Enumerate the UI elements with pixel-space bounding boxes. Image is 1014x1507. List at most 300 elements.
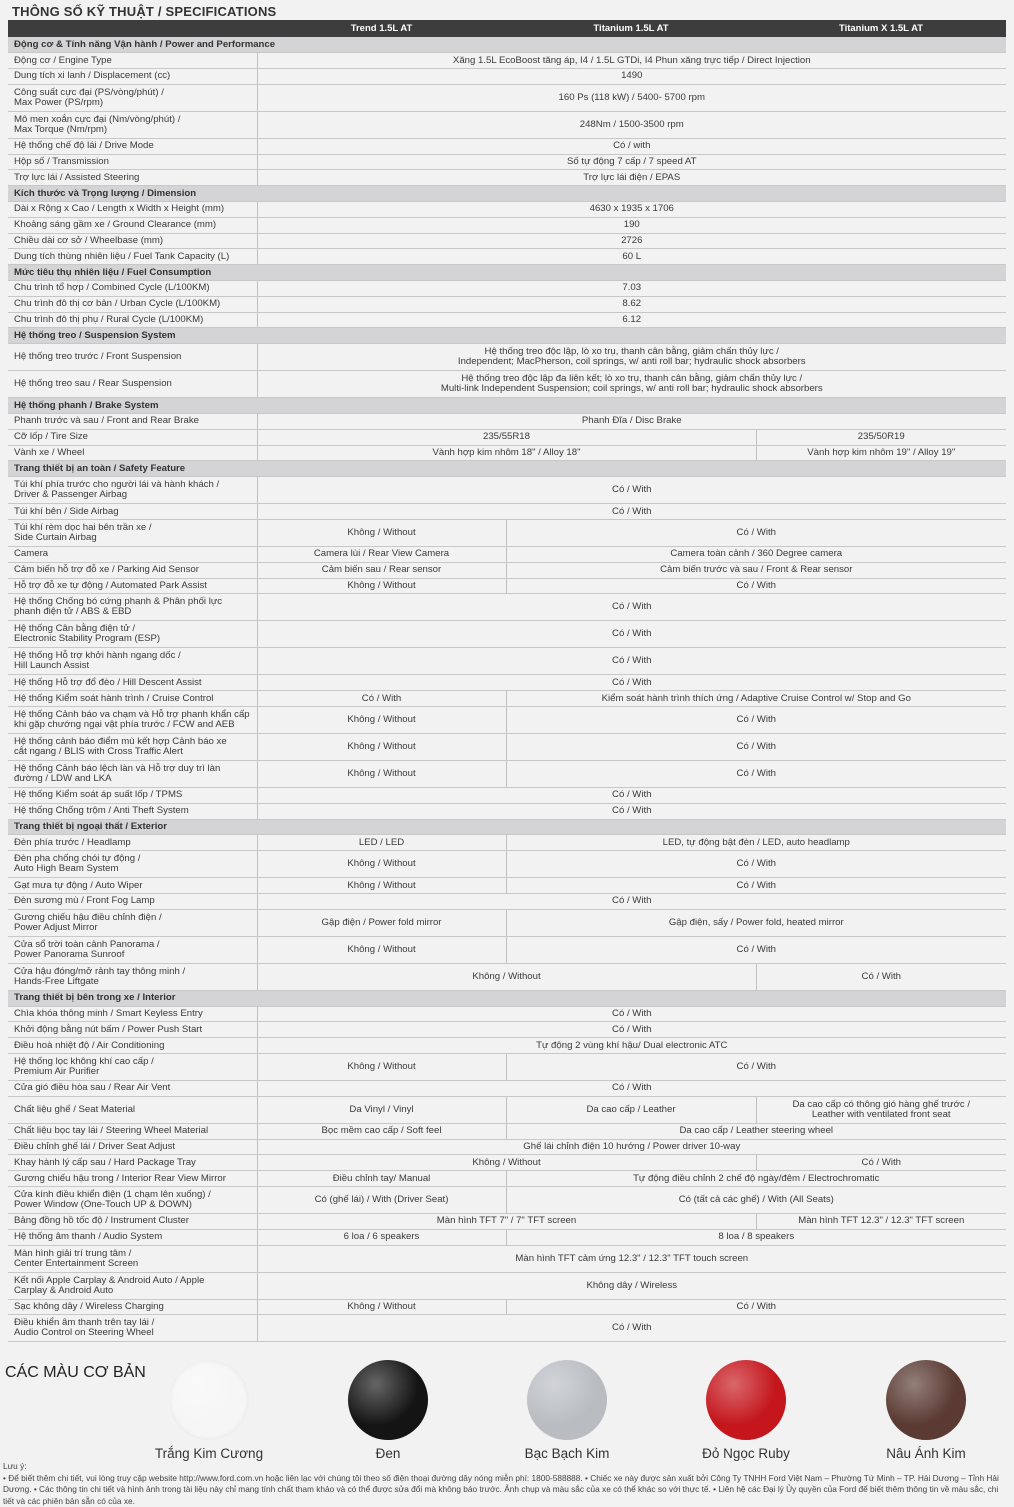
spec-value: 6.12 bbox=[257, 312, 1006, 328]
spec-label-text: Đèn pha chống chói tự động / Auto High Beam System bbox=[14, 854, 254, 874]
spec-label bbox=[8, 1139, 257, 1155]
spec-row bbox=[8, 788, 1006, 804]
spec-value: Có (tất cả các ghế) / With (All Seats) bbox=[506, 1186, 1006, 1213]
spec-row bbox=[8, 761, 1006, 788]
spec-row bbox=[8, 138, 1006, 154]
color-swatch-black bbox=[348, 1360, 428, 1440]
spec-label bbox=[8, 296, 257, 312]
specifications-table bbox=[8, 37, 1006, 1342]
spec-value: Có / With bbox=[257, 894, 1006, 910]
spec-label-text: Sạc không dây / Wireless Charging bbox=[14, 1302, 254, 1312]
color-swatch-red bbox=[706, 1360, 786, 1440]
spec-value: Không / Without bbox=[257, 578, 506, 594]
spec-row bbox=[8, 648, 1006, 675]
spec-label-text: Gương chiếu hậu trong / Interior Rear View Mirror bbox=[14, 1174, 254, 1184]
spec-row bbox=[8, 936, 1006, 963]
spec-row bbox=[8, 1315, 1006, 1342]
spec-row bbox=[8, 1038, 1006, 1054]
spec-label-text: Hệ thống âm thanh / Audio System bbox=[14, 1232, 254, 1242]
section-header bbox=[8, 37, 1006, 53]
spec-label-text: Đèn sương mù / Front Fog Lamp bbox=[14, 896, 254, 906]
spec-label-text: Bảng đồng hồ tốc độ / Instrument Cluster bbox=[14, 1216, 254, 1226]
spec-label bbox=[8, 788, 257, 804]
spec-label bbox=[8, 936, 257, 963]
spec-row bbox=[8, 734, 1006, 761]
spec-label-text: Hệ thống Chống trộm / Anti Theft System bbox=[14, 806, 254, 816]
spec-value: Có (ghế lái) / With (Driver Seat) bbox=[257, 1186, 506, 1213]
spec-label bbox=[8, 1299, 257, 1315]
spec-label bbox=[8, 429, 257, 445]
section-title: Mức tiêu thụ nhiên liệu / Fuel Consumption bbox=[8, 265, 1006, 281]
spec-row bbox=[8, 249, 1006, 265]
spec-label bbox=[8, 477, 257, 504]
spec-value: 2726 bbox=[257, 233, 1006, 249]
spec-row bbox=[8, 520, 1006, 547]
spec-value: 235/55R18 bbox=[257, 429, 756, 445]
spec-label bbox=[8, 520, 257, 547]
spec-label-text: Hộp số / Transmission bbox=[14, 157, 254, 167]
spec-label bbox=[8, 138, 257, 154]
spec-value: Hệ thống treo độc lập đa liên kết; lò xo trụ, thanh cân bằng, giảm chấn thủy lực / Multi-link Independent Suspension; coil springs, w/ anti roll bar; hydraulic shock absorbers bbox=[257, 371, 1006, 398]
section-header bbox=[8, 328, 1006, 344]
spec-value: Không / Without bbox=[257, 851, 506, 878]
spec-label-text: Chu trình đô thị phụ / Rural Cycle (L/100KM) bbox=[14, 315, 254, 325]
spec-value: Có / With bbox=[506, 520, 1006, 547]
spec-value: Bọc mềm cao cấp / Soft feel bbox=[257, 1123, 506, 1139]
page-title: THÔNG SỐ KỸ THUẬT / SPECIFICATIONS bbox=[12, 4, 276, 19]
spec-row bbox=[8, 1006, 1006, 1022]
spec-label bbox=[8, 84, 257, 111]
spec-label-text: Khởi động bằng nút bấm / Power Push Start bbox=[14, 1025, 254, 1035]
spec-value: Có / With bbox=[506, 1053, 1006, 1080]
spec-row bbox=[8, 1155, 1006, 1171]
footnotes bbox=[3, 1461, 1011, 1507]
spec-value: Có / With bbox=[506, 851, 1006, 878]
spec-value: Không / Without bbox=[257, 963, 756, 990]
spec-label-text: Đèn phía trước / Headlamp bbox=[14, 838, 254, 848]
spec-value: Có / With bbox=[506, 734, 1006, 761]
spec-label bbox=[8, 1171, 257, 1187]
spec-row bbox=[8, 909, 1006, 936]
section-header bbox=[8, 186, 1006, 202]
spec-value: Không / Without bbox=[257, 936, 506, 963]
spec-row bbox=[8, 445, 1006, 461]
spec-row bbox=[8, 621, 1006, 648]
spec-value: Không / Without bbox=[257, 1155, 756, 1171]
color-name: Đen bbox=[313, 1446, 463, 1461]
spec-value: 6 loa / 6 speakers bbox=[257, 1229, 506, 1245]
section-title: Hệ thống phanh / Brake System bbox=[8, 398, 1006, 414]
spec-value: Có / With bbox=[257, 621, 1006, 648]
spec-row bbox=[8, 69, 1006, 85]
spec-value: 160 Ps (118 kW) / 5400- 5700 rpm bbox=[257, 84, 1006, 111]
spec-value: Gập điện, sấy / Power fold, heated mirror bbox=[506, 909, 1006, 936]
spec-label bbox=[8, 547, 257, 563]
section-header bbox=[8, 265, 1006, 281]
spec-row bbox=[8, 1022, 1006, 1038]
spec-value: Vành hợp kim nhôm 18" / Alloy 18" bbox=[257, 445, 756, 461]
spec-label-text: Dài x Rộng x Cao / Length x Width x Height (mm) bbox=[14, 204, 254, 214]
section-header bbox=[8, 398, 1006, 414]
spec-row bbox=[8, 233, 1006, 249]
spec-value: 4630 x 1935 x 1706 bbox=[257, 202, 1006, 218]
spec-value: Có / With bbox=[257, 1022, 1006, 1038]
spec-label bbox=[8, 1038, 257, 1054]
spec-row bbox=[8, 1245, 1006, 1272]
spec-label bbox=[8, 894, 257, 910]
spec-label-text: Phanh trước và sau / Front and Rear Brake bbox=[14, 416, 254, 426]
spec-value: Không dây / Wireless bbox=[257, 1272, 1006, 1299]
spec-label bbox=[8, 202, 257, 218]
spec-value: 235/50R19 bbox=[756, 429, 1006, 445]
spec-value: Có / With bbox=[257, 691, 506, 707]
spec-value: LED / LED bbox=[257, 835, 506, 851]
color-option[interactable] bbox=[134, 1360, 284, 1461]
spec-label-text: Khoảng sáng gầm xe / Ground Clearance (mm) bbox=[14, 220, 254, 230]
spec-row bbox=[8, 594, 1006, 621]
spec-label bbox=[8, 344, 257, 371]
spec-label bbox=[8, 734, 257, 761]
spec-label-text: Cảm biến hỗ trợ đỗ xe / Parking Aid Sensor bbox=[14, 565, 254, 575]
spec-label-text: Túi khí bên / Side Airbag bbox=[14, 507, 254, 517]
spec-label-text: Hệ thống Kiểm soát áp suất lốp / TPMS bbox=[14, 790, 254, 800]
spec-row bbox=[8, 803, 1006, 819]
spec-label bbox=[8, 1080, 257, 1096]
section-header bbox=[8, 819, 1006, 835]
spec-label bbox=[8, 414, 257, 430]
spec-value: Có / With bbox=[257, 594, 1006, 621]
spec-value: Cảm biến trước và sau / Front & Rear sensor bbox=[506, 562, 1006, 578]
spec-row bbox=[8, 1053, 1006, 1080]
spec-label bbox=[8, 445, 257, 461]
spec-label bbox=[8, 675, 257, 691]
spec-label-text: Chu trình tổ hợp / Combined Cycle (L/100KM) bbox=[14, 283, 254, 293]
spec-label-text: Chìa khóa thông minh / Smart Keyless Entry bbox=[14, 1009, 254, 1019]
spec-label bbox=[8, 217, 257, 233]
spec-label-text: Túi khí rèm dọc hai bên trần xe / Side Curtain Airbag bbox=[14, 523, 254, 543]
spec-label bbox=[8, 1022, 257, 1038]
spec-value: 60 L bbox=[257, 249, 1006, 265]
section-header bbox=[8, 461, 1006, 477]
spec-label-text: Mô men xoắn cực đại (Nm/vòng/phút) / Max Torque (Nm/rpm) bbox=[14, 115, 254, 135]
spec-label-text: Vành xe / Wheel bbox=[14, 448, 254, 458]
spec-label-text: Cửa hậu đóng/mở rảnh tay thông minh / Hands-Free Liftgate bbox=[14, 967, 254, 987]
column-header-bar bbox=[8, 20, 1006, 37]
spec-label bbox=[8, 154, 257, 170]
spec-value: Có / With bbox=[257, 1315, 1006, 1342]
colors-section bbox=[0, 1356, 1014, 1464]
spec-row bbox=[8, 111, 1006, 138]
spec-value: Camera toàn cảnh / 360 Degree camera bbox=[506, 547, 1006, 563]
spec-value: 190 bbox=[257, 217, 1006, 233]
section-title: Kích thước và Trọng lượng / Dimension bbox=[8, 186, 1006, 202]
column-header-titanium-x: Titanium X 1.5L AT bbox=[756, 20, 1006, 37]
section-title: Hệ thống treo / Suspension System bbox=[8, 328, 1006, 344]
color-option[interactable] bbox=[492, 1360, 642, 1461]
spec-label bbox=[8, 249, 257, 265]
spec-row bbox=[8, 202, 1006, 218]
spec-label bbox=[8, 835, 257, 851]
spec-label bbox=[8, 504, 257, 520]
color-option[interactable] bbox=[313, 1360, 463, 1461]
spec-label-text: Trợ lực lái / Assisted Steering bbox=[14, 173, 254, 183]
spec-label bbox=[8, 312, 257, 328]
spec-label-text: Động cơ / Engine Type bbox=[14, 56, 254, 66]
spec-row bbox=[8, 1213, 1006, 1229]
spec-label-text: Hệ thống Cảnh báo va chạm và Hỗ trợ phanh khẩn cấp khi gặp chướng ngại vật phía trước / FCW and AEB bbox=[14, 710, 254, 730]
column-header-spacer bbox=[8, 20, 257, 37]
spec-label bbox=[8, 111, 257, 138]
spec-row bbox=[8, 1299, 1006, 1315]
notes-text: • Để biết thêm chi tiết, vui lòng truy cập website http://www.ford.com.vn hoặc liên lạc với chúng tôi theo số điện thoại đường dây nóng miễn phí: 1800-588888. • Chiếc xe này được sản xuất bởi Công Ty TNHH Ford Việt Nam – Phường Tứ Minh – TP. Hải Dương – Tỉnh Hải Dương. • Các thông tin chi tiết và hình ảnh trong tài liệu này chỉ mang tính chất tham khảo và có thể được sửa đổi mà không báo trước. Ảnh chụp và màu sắc của xe có thể khác so với thực tế. • Liên hệ các Đại lý Ủy quyền của Ford để biết thêm thông tin về màu sắc, chi tiết và các phiên bản sẵn có của xe. bbox=[3, 1473, 1011, 1507]
spec-value: Có / With bbox=[257, 1080, 1006, 1096]
spec-value: 248Nm / 1500-3500 rpm bbox=[257, 111, 1006, 138]
spec-label-text: Màn hình giải trí trung tâm / Center Entertainment Screen bbox=[14, 1249, 254, 1269]
spec-value: 1490 bbox=[257, 69, 1006, 85]
spec-value: Da cao cấp / Leather bbox=[506, 1096, 756, 1123]
spec-value: Màn hình TFT cảm ứng 12.3" / 12.3" TFT touch screen bbox=[257, 1245, 1006, 1272]
spec-label-text: Điều hoà nhiệt độ / Air Conditioning bbox=[14, 1041, 254, 1051]
spec-label bbox=[8, 691, 257, 707]
spec-value: Không / Without bbox=[257, 734, 506, 761]
spec-label bbox=[8, 761, 257, 788]
spec-value: Không / Without bbox=[257, 1053, 506, 1080]
spec-row bbox=[8, 707, 1006, 734]
spec-value: 8.62 bbox=[257, 296, 1006, 312]
column-header-titanium: Titanium 1.5L AT bbox=[506, 20, 756, 37]
spec-label-text: Công suất cực đại (PS/vòng/phút) / Max Power (PS/rpm) bbox=[14, 88, 254, 108]
spec-row bbox=[8, 414, 1006, 430]
spec-label-text: Camera bbox=[14, 549, 254, 559]
spec-row bbox=[8, 963, 1006, 990]
spec-row bbox=[8, 675, 1006, 691]
spec-row bbox=[8, 84, 1006, 111]
spec-value: Có / With bbox=[506, 1299, 1006, 1315]
spec-value: Số tự động 7 cấp / 7 speed AT bbox=[257, 154, 1006, 170]
spec-label-text: Hỗ trợ đỗ xe tự động / Automated Park Assist bbox=[14, 581, 254, 591]
spec-label bbox=[8, 578, 257, 594]
spec-label-text: Dung tích thùng nhiên liệu / Fuel Tank Capacity (L) bbox=[14, 252, 254, 262]
colors-title: CÁC MÀU CƠ BẢN bbox=[5, 1364, 146, 1382]
spec-label bbox=[8, 170, 257, 186]
spec-label-text: Chu trình đô thị cơ bản / Urban Cycle (L/100KM) bbox=[14, 299, 254, 309]
spec-row bbox=[8, 562, 1006, 578]
spec-label-text: Điều khiển âm thanh trên tay lái / Audio Control on Steering Wheel bbox=[14, 1318, 254, 1338]
color-swatch-brown bbox=[886, 1360, 966, 1440]
spec-row bbox=[8, 1186, 1006, 1213]
spec-label-text: Chất liệu ghế / Seat Material bbox=[14, 1105, 254, 1115]
spec-row bbox=[8, 691, 1006, 707]
color-swatch-white bbox=[169, 1360, 249, 1440]
spec-label bbox=[8, 963, 257, 990]
spec-label bbox=[8, 1053, 257, 1080]
spec-value: Không / Without bbox=[257, 707, 506, 734]
spec-row bbox=[8, 371, 1006, 398]
spec-row bbox=[8, 429, 1006, 445]
spec-value: Phanh Đĩa / Disc Brake bbox=[257, 414, 1006, 430]
color-name: Nâu Ánh Kim bbox=[851, 1446, 1001, 1461]
spec-label-text: Chiều dài cơ sở / Wheelbase (mm) bbox=[14, 236, 254, 246]
spec-row bbox=[8, 296, 1006, 312]
section-title: Động cơ & Tính năng Vận hành / Power and Performance bbox=[8, 37, 1006, 53]
column-header-trend: Trend 1.5L AT bbox=[257, 20, 506, 37]
spec-label bbox=[8, 281, 257, 297]
spec-row bbox=[8, 547, 1006, 563]
spec-value: Vành hợp kim nhôm 19" / Alloy 19" bbox=[756, 445, 1006, 461]
spec-value: Tự động điều chỉnh 2 chế độ ngày/đêm / Electrochromatic bbox=[506, 1171, 1006, 1187]
spec-label bbox=[8, 233, 257, 249]
spec-value: Không / Without bbox=[257, 520, 506, 547]
spec-value: Không / Without bbox=[257, 878, 506, 894]
spec-label bbox=[8, 1096, 257, 1123]
spec-row bbox=[8, 477, 1006, 504]
color-option[interactable] bbox=[671, 1360, 821, 1461]
spec-row bbox=[8, 1123, 1006, 1139]
spec-label-text: Hệ thống treo trước / Front Suspension bbox=[14, 352, 254, 362]
spec-row bbox=[8, 281, 1006, 297]
spec-value: Có / With bbox=[506, 707, 1006, 734]
spec-value: Có / with bbox=[257, 138, 1006, 154]
spec-label-text: Gạt mưa tự động / Auto Wiper bbox=[14, 881, 254, 891]
spec-label bbox=[8, 648, 257, 675]
color-name: Đỏ Ngọc Ruby bbox=[671, 1446, 821, 1461]
spec-row bbox=[8, 312, 1006, 328]
spec-value: Có / With bbox=[257, 788, 1006, 804]
spec-value: Có / With bbox=[506, 578, 1006, 594]
section-title: Trang thiết bị an toàn / Safety Feature bbox=[8, 461, 1006, 477]
spec-label bbox=[8, 1123, 257, 1139]
spec-value: Không / Without bbox=[257, 1299, 506, 1315]
spec-label-text: Hệ thống chế độ lái / Drive Mode bbox=[14, 141, 254, 151]
spec-value: Ghế lái chỉnh điện 10 hướng / Power driver 10-way bbox=[257, 1139, 1006, 1155]
section-header bbox=[8, 990, 1006, 1006]
spec-row bbox=[8, 1272, 1006, 1299]
spec-label-text: Hệ thống Hỗ trợ đổ đèo / Hill Descent Assist bbox=[14, 678, 254, 688]
spec-label-text: Cửa sổ trời toàn cảnh Panorama / Power Panorama Sunroof bbox=[14, 940, 254, 960]
spec-label-text: Túi khí phía trước cho người lái và hành khách / Driver & Passenger Airbag bbox=[14, 480, 254, 500]
spec-value: Tự động 2 vùng khí hậu/ Dual electronic ATC bbox=[257, 1038, 1006, 1054]
spec-label bbox=[8, 878, 257, 894]
spec-value: Hệ thống treo độc lập, lò xo trụ, thanh cân bằng, giảm chấn thủy lực / Independent; MacPherson, coil springs, w/ anti roll bar; hydraulic shock absorbers bbox=[257, 344, 1006, 371]
spec-row bbox=[8, 217, 1006, 233]
spec-value: LED, tự động bật đèn / LED, auto headlamp bbox=[506, 835, 1006, 851]
spec-row bbox=[8, 1171, 1006, 1187]
spec-value: Có / With bbox=[257, 1006, 1006, 1022]
spec-value: Trợ lực lái điện / EPAS bbox=[257, 170, 1006, 186]
spec-value: Có / With bbox=[257, 648, 1006, 675]
spec-row bbox=[8, 1139, 1006, 1155]
spec-label bbox=[8, 1315, 257, 1342]
spec-label bbox=[8, 851, 257, 878]
spec-row bbox=[8, 53, 1006, 69]
spec-label-text: Hệ thống cảnh báo điểm mù kết hợp Cảnh báo xe cắt ngang / BLIS with Cross Traffic Alert bbox=[14, 737, 254, 757]
spec-label-text: Hệ thống lọc không khí cao cấp / Premium Air Purifier bbox=[14, 1057, 254, 1077]
spec-label bbox=[8, 909, 257, 936]
color-name: Bạc Bạch Kim bbox=[492, 1446, 642, 1461]
spec-label-text: Cửa kính điều khiển điện (1 chạm lên xuống) / Power Window (One-Touch UP & DOWN) bbox=[14, 1190, 254, 1210]
spec-label-text: Hệ thống Kiểm soát hành trình / Cruise Control bbox=[14, 694, 254, 704]
spec-value: Xăng 1.5L EcoBoost tăng áp, I4 / 1.5L GTDi, I4 Phun xăng trực tiếp / Direct Injection bbox=[257, 53, 1006, 69]
spec-value: Da cao cấp có thông gió hàng ghế trước / Leather with ventilated front seat bbox=[756, 1096, 1006, 1123]
spec-label bbox=[8, 1213, 257, 1229]
spec-label bbox=[8, 1229, 257, 1245]
spec-row bbox=[8, 1096, 1006, 1123]
spec-label bbox=[8, 1155, 257, 1171]
spec-value: 8 loa / 8 speakers bbox=[506, 1229, 1006, 1245]
spec-value: Không / Without bbox=[257, 761, 506, 788]
spec-label bbox=[8, 803, 257, 819]
spec-row bbox=[8, 835, 1006, 851]
spec-value: Có / With bbox=[756, 963, 1006, 990]
spec-value: Có / With bbox=[257, 803, 1006, 819]
spec-value: Có / With bbox=[756, 1155, 1006, 1171]
section-title: Trang thiết bị ngoại thất / Exterior bbox=[8, 819, 1006, 835]
color-name: Trắng Kim Cương bbox=[134, 1446, 284, 1461]
spec-label-text: Gương chiếu hậu điều chỉnh điện / Power Adjust Mirror bbox=[14, 913, 254, 933]
spec-label bbox=[8, 1006, 257, 1022]
spec-row bbox=[8, 894, 1006, 910]
color-option[interactable] bbox=[851, 1360, 1001, 1461]
spec-value: Có / With bbox=[257, 504, 1006, 520]
spec-value: Gập điện / Power fold mirror bbox=[257, 909, 506, 936]
spec-label-text: Hệ thống treo sau / Rear Suspension bbox=[14, 379, 254, 389]
spec-value: Có / With bbox=[257, 675, 1006, 691]
spec-row bbox=[8, 578, 1006, 594]
spec-label bbox=[8, 1245, 257, 1272]
spec-label-text: Dung tích xi lanh / Displacement (cc) bbox=[14, 71, 254, 81]
spec-row bbox=[8, 1080, 1006, 1096]
spec-label-text: Hệ thống Cảnh báo lệch làn và Hỗ trợ duy trì làn đường / LDW and LKA bbox=[14, 764, 254, 784]
spec-value: Da Vinyl / Vinyl bbox=[257, 1096, 506, 1123]
spec-label-text: Kết nối Apple Carplay & Android Auto / Apple Carplay & Android Auto bbox=[14, 1276, 254, 1296]
spec-row bbox=[8, 504, 1006, 520]
spec-label bbox=[8, 1272, 257, 1299]
spec-label bbox=[8, 707, 257, 734]
spec-label bbox=[8, 594, 257, 621]
spec-row bbox=[8, 878, 1006, 894]
spec-label-text: Cửa gió điều hòa sau / Rear Air Vent bbox=[14, 1083, 254, 1093]
spec-label-text: Hệ thống Cân bằng điện tử / Electronic Stability Program (ESP) bbox=[14, 624, 254, 644]
spec-label-text: Điều chỉnh ghế lái / Driver Seat Adjust bbox=[14, 1142, 254, 1152]
spec-row bbox=[8, 851, 1006, 878]
spec-value: Kiểm soát hành trình thích ứng / Adaptive Cruise Control w/ Stop and Go bbox=[506, 691, 1006, 707]
spec-label-text: Khay hành lý cấp sau / Hard Package Tray bbox=[14, 1158, 254, 1168]
spec-label bbox=[8, 371, 257, 398]
spec-value: Màn hình TFT 7" / 7" TFT screen bbox=[257, 1213, 756, 1229]
spec-value: Điều chỉnh tay/ Manual bbox=[257, 1171, 506, 1187]
spec-label-text: Hệ thống Hỗ trợ khởi hành ngang dốc / Hill Launch Assist bbox=[14, 651, 254, 671]
spec-row bbox=[8, 170, 1006, 186]
spec-label bbox=[8, 69, 257, 85]
spec-value: Có / With bbox=[506, 936, 1006, 963]
spec-label-text: Cỡ lốp / Tire Size bbox=[14, 432, 254, 442]
spec-value: Da cao cấp / Leather steering wheel bbox=[506, 1123, 1006, 1139]
spec-label bbox=[8, 562, 257, 578]
spec-value: 7.03 bbox=[257, 281, 1006, 297]
spec-value: Cảm biến sau / Rear sensor bbox=[257, 562, 506, 578]
notes-label: Lưu ý: bbox=[3, 1461, 1011, 1473]
section-title: Trang thiết bị bên trong xe / Interior bbox=[8, 990, 1006, 1006]
spec-label-text: Hệ thống Chống bó cứng phanh & Phân phối lực phanh điện tử / ABS & EBD bbox=[14, 597, 254, 617]
color-swatch-silver bbox=[527, 1360, 607, 1440]
spec-row bbox=[8, 344, 1006, 371]
spec-label-text: Chất liệu bọc tay lái / Steering Wheel Material bbox=[14, 1126, 254, 1136]
spec-value: Có / With bbox=[257, 477, 1006, 504]
spec-value: Camera lùi / Rear View Camera bbox=[257, 547, 506, 563]
spec-label bbox=[8, 621, 257, 648]
spec-row bbox=[8, 154, 1006, 170]
spec-label bbox=[8, 53, 257, 69]
